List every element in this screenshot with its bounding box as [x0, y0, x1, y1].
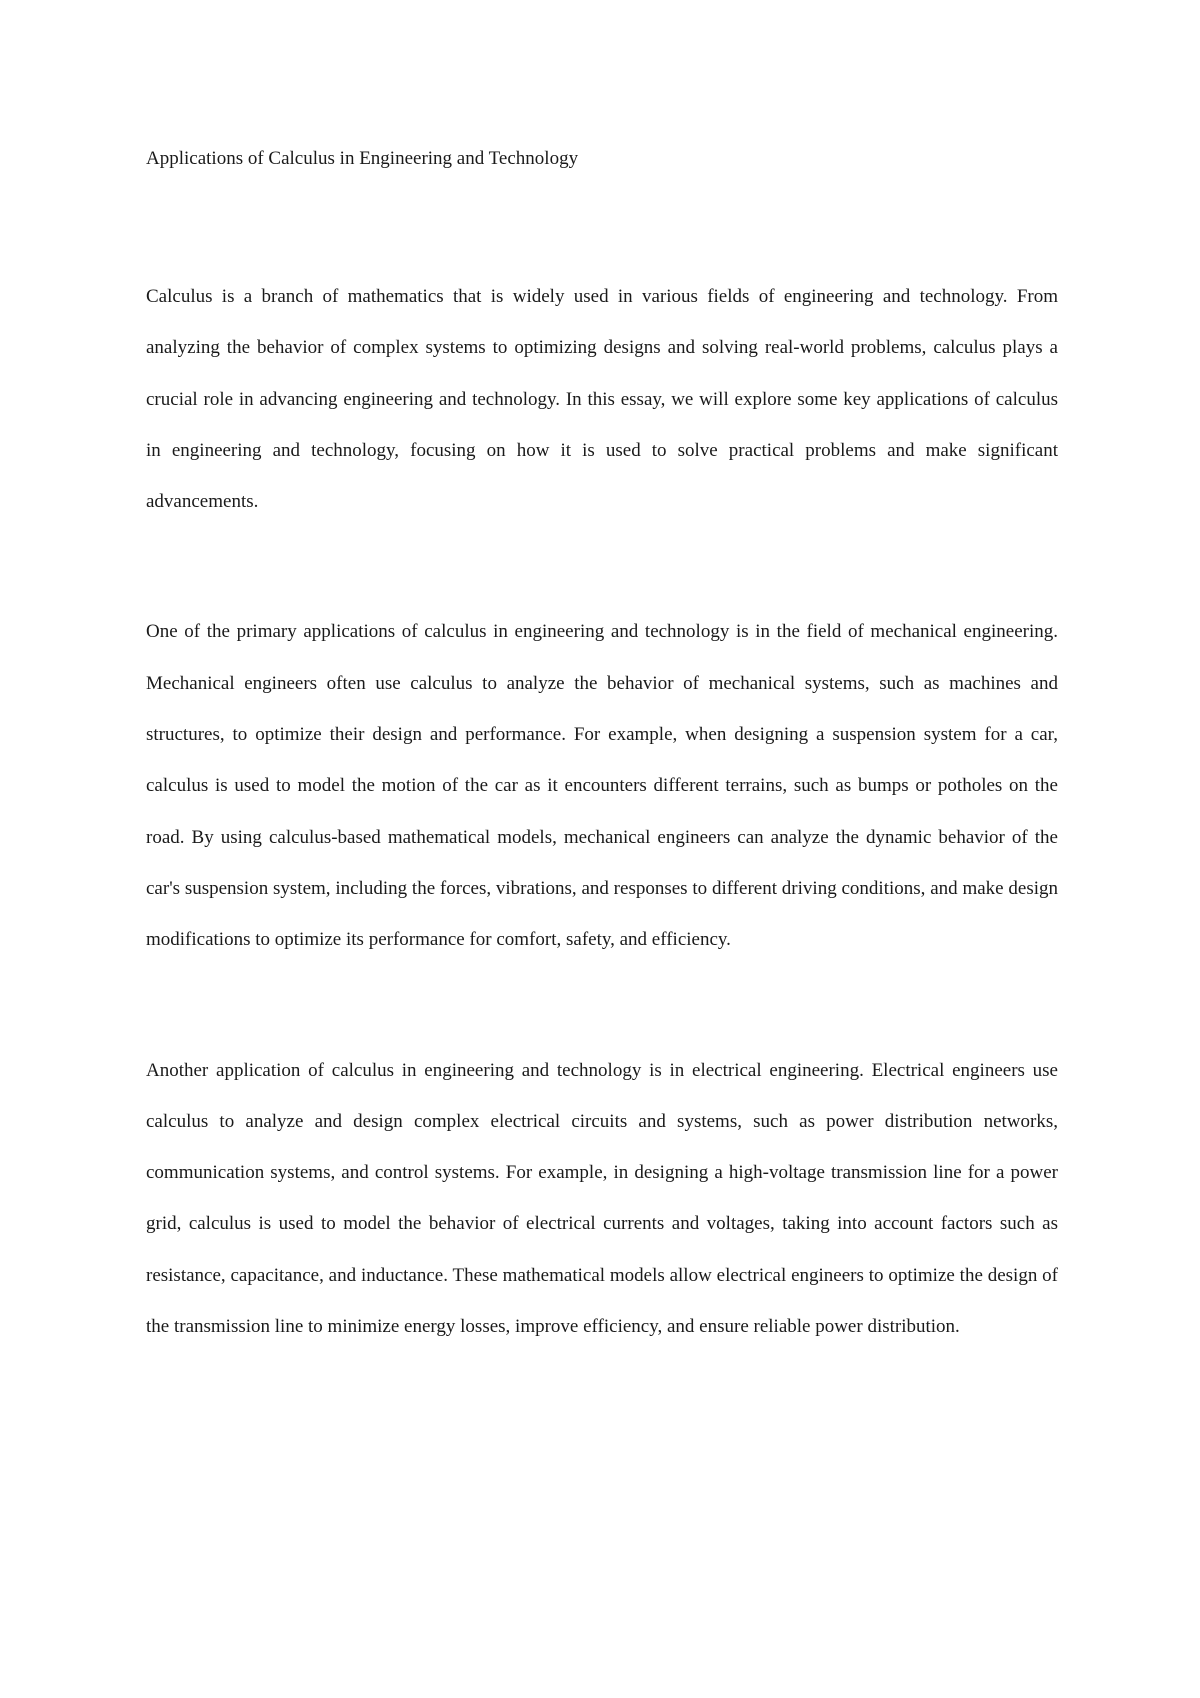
paragraph-electrical-engineering: Another application of calculus in engineering and technology is in electrical engineering. Electrical engineers use calculus to analyze and design complex electrical circuits and systems, such as power distribution networks, communication systems, and control systems. For example, in designing a high-voltage transmission line for a power grid, calculus is used to model the behavior of electrical currents and voltages, taking into account factors such as resistance, capacitance, and inductance. These mathematical models allow electrical engineers to optimize the design of the transmission line to minimize energy losses, improve efficiency, and ensure reliable power distribution. [146, 1059, 1058, 1338]
paragraph-mechanical-engineering: One of the primary applications of calculus in engineering and technology is in the field of mechanical engineering. Mechanical engineers often use calculus to analyze the behavior of mechanical systems, such as machines and structures, to optimize their design and performance. For example, when designing a suspension system for a car, calculus is used to model the motion of the car as it encounters different terrains, such as bumps or potholes on the road. By using calculus-based mathematical models, mechanical engineers can analyze the dynamic behavior of the car's suspension system, including the forces, vibrations, and responses to different driving conditions, and make design modifications to optimize its performance for comfort, safety, and efficiency. [146, 621, 1058, 951]
paragraph-intro: Calculus is a branch of mathematics that is widely used in various fields of engineering and technology. From analyzing the behavior of complex systems to optimizing designs and solving real-world problems, calculus plays a crucial role in advancing engineering and technology. In this essay, we will explore some key applications of calculus in engineering and technology, focusing on how it is used to solve practical problems and make significant advancements. [146, 286, 1058, 513]
document-title: Applications of Calculus in Engineering and Technology [146, 148, 579, 169]
document-page [146, 140, 1058, 1352]
